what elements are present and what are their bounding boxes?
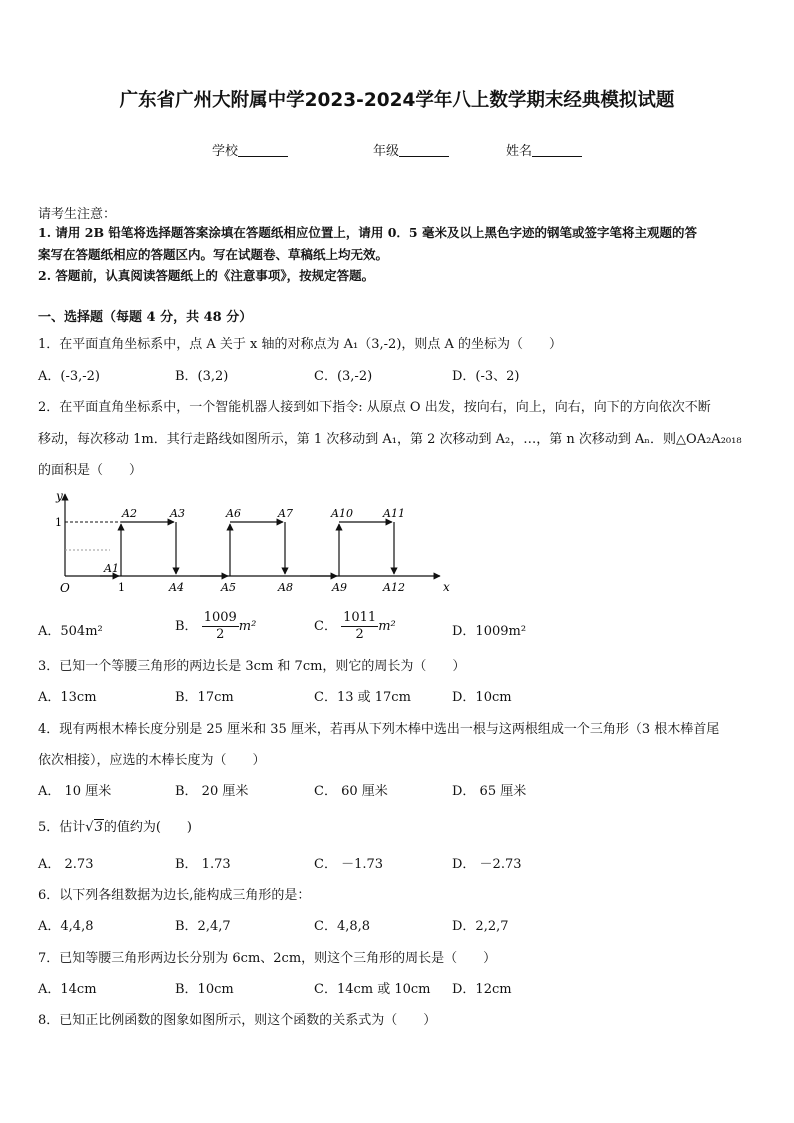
- label-a6: A6: [226, 507, 241, 520]
- origin-label: O: [60, 581, 70, 595]
- notice-line-2: 案写在答题纸相应的答题区内。写在试题卷、草稿纸上均无效。: [38, 247, 389, 262]
- q3-option-b[interactable]: B．17cm: [175, 690, 234, 705]
- label-a2: A2: [122, 507, 137, 520]
- name-field: [506, 140, 582, 159]
- q5-option-d[interactable]: D． －2.73: [452, 857, 522, 872]
- grade-field: [373, 140, 449, 159]
- q7-option-b[interactable]: B．10cm: [175, 982, 234, 997]
- q1-option-c[interactable]: C．(3,-2): [314, 369, 373, 384]
- exam-title: 广东省广州大附属中学2023-2024学年八上数学期末经典模拟试题: [119, 90, 675, 111]
- grade-label: 年级: [373, 144, 400, 159]
- q1-option-a[interactable]: A．(-3,-2): [38, 369, 100, 384]
- label-a4: A4: [169, 581, 184, 594]
- q5-stem-suffix: 的值约为( ): [103, 820, 193, 835]
- q4-option-b[interactable]: B． 20 厘米: [175, 784, 249, 799]
- q4-option-d[interactable]: D． 65 厘米: [452, 784, 527, 799]
- q4-option-a[interactable]: A． 10 厘米: [38, 784, 112, 799]
- name-blank[interactable]: [532, 144, 582, 157]
- q5-stem: [38, 816, 192, 835]
- q5-radicand: 3: [94, 820, 103, 835]
- q1-option-b[interactable]: B．(3,2): [175, 369, 229, 384]
- q2-option-b-denominator: 2: [216, 627, 225, 642]
- school-field: [212, 140, 288, 159]
- q5-sqrt: √3: [85, 820, 103, 835]
- q2-option-b-unit: m²: [238, 619, 257, 634]
- q4-stem-line-1: 4．现有两根木棒长度分别是 25 厘米和 35 厘米，若再从下列木棒中选出一根与这两根组成一个三角形（3 根木棒首尾: [38, 722, 720, 737]
- notice-line-1: 1. 请用 2B 铅笔将选择题答案涂填在答题纸相应位置上，请用 0．5 毫米及以上黑色字迹的钢笔或签字笔将主观题的答: [38, 225, 697, 240]
- label-a12: A12: [383, 581, 405, 594]
- q2-option-c-numerator: 1011: [343, 610, 377, 625]
- q2-option-d[interactable]: D．1009m²: [452, 624, 527, 639]
- q2-option-c-prefix: C．: [314, 619, 337, 634]
- name-label: 姓名: [506, 144, 533, 159]
- q7-option-c[interactable]: C．14cm 或 10cm: [314, 982, 431, 997]
- q2-option-a[interactable]: A．504m²: [38, 624, 103, 639]
- q6-stem: 6．以下列各组数据为边长,能构成三角形的是：: [38, 888, 311, 903]
- x-tick-1: 1: [118, 581, 125, 594]
- q6-option-d[interactable]: D．2,2,7: [452, 919, 509, 934]
- grade-blank[interactable]: [399, 144, 449, 157]
- q2-option-b-prefix: B．: [175, 619, 198, 634]
- q2-option-b-fraction: [202, 610, 239, 643]
- q7-option-a[interactable]: A．14cm: [38, 982, 97, 997]
- q5-option-c[interactable]: C． －1.73: [314, 857, 384, 872]
- q2-option-c-unit: m²: [378, 619, 396, 634]
- q2-path-figure: [40, 488, 460, 598]
- q2-stem-line-3: 的面积是（ ）: [38, 463, 143, 478]
- q4-option-c[interactable]: C． 60 厘米: [314, 784, 388, 799]
- q3-option-c[interactable]: C．13 或 17cm: [314, 690, 411, 705]
- q2-option-b-numerator: 1009: [203, 610, 237, 625]
- q3-option-a[interactable]: A．13cm: [38, 690, 97, 705]
- school-label: 学校: [212, 144, 239, 159]
- q5-stem-prefix: 5．估计: [38, 820, 86, 835]
- label-a9: A9: [332, 581, 347, 594]
- q8-stem: 8．已知正比例函数的图象如图所示，则这个函数的关系式为（ ）: [38, 1013, 437, 1028]
- q2-option-c-fraction: [341, 610, 378, 643]
- q1-stem: 1．在平面直角坐标系中，点 A 关于 x 轴的对称点为 A₁（3,-2)，则点 A 的坐标为（ ）: [38, 337, 563, 352]
- q6-option-b[interactable]: B．2,4,7: [175, 919, 231, 934]
- x-axis-label: x: [443, 580, 450, 594]
- label-a11: A11: [383, 507, 405, 520]
- y-tick-1: 1: [55, 516, 62, 529]
- q6-option-c[interactable]: C．4,8,8: [314, 919, 371, 934]
- q2-option-c[interactable]: [314, 610, 396, 643]
- label-a3: A3: [170, 507, 185, 520]
- y-axis-label: y: [56, 489, 63, 503]
- q6-option-a[interactable]: A．4,4,8: [38, 919, 94, 934]
- q4-stem-line-2: 依次相接），应选的木棒长度为（ ）: [38, 753, 266, 768]
- label-a10: A10: [331, 507, 353, 520]
- q2-option-c-denominator: 2: [355, 627, 364, 642]
- q2-option-b[interactable]: [175, 610, 256, 643]
- q1-option-d[interactable]: D．(-3、2): [452, 369, 520, 384]
- q7-option-d[interactable]: D．12cm: [452, 982, 512, 997]
- label-a7: A7: [278, 507, 293, 520]
- q5-option-a[interactable]: A． 2.73: [38, 857, 94, 872]
- label-a5: A5: [221, 581, 236, 594]
- q2-stem-line-1: 2．在平面直角坐标系中，一个智能机器人接到如下指令: 从原点 O 出发，按向右，向上，向右，向下的方向依次不断: [38, 400, 711, 415]
- notice-line-3: 2. 答题前，认真阅读答题纸上的《注意事项》，按规定答题。: [38, 268, 375, 283]
- label-a1: A1: [104, 562, 119, 575]
- q5-option-b[interactable]: B． 1.73: [175, 857, 231, 872]
- q2-stem-line-2: 移动，每次移动 1m．其行走路线如图所示，第 1 次移动到 A₁，第 2 次移动到 A₂，…，第 n 次移动到 Aₙ．则△OA₂A₂₀₁₈: [38, 432, 742, 447]
- q3-option-d[interactable]: D．10cm: [452, 690, 512, 705]
- notice-heading: 请考生注意：: [38, 207, 117, 222]
- q3-stem: 3．已知一个等腰三角形的两边长是 3cm 和 7cm，则它的周长为（ ）: [38, 659, 466, 674]
- label-a8: A8: [278, 581, 293, 594]
- school-blank[interactable]: [238, 144, 288, 157]
- section-1-heading: 一、选择题（每题 4 分，共 48 分）: [38, 310, 253, 325]
- q7-stem: 7．已知等腰三角形两边长分别为 6cm、2cm，则这个三角形的周长是（ ）: [38, 951, 497, 966]
